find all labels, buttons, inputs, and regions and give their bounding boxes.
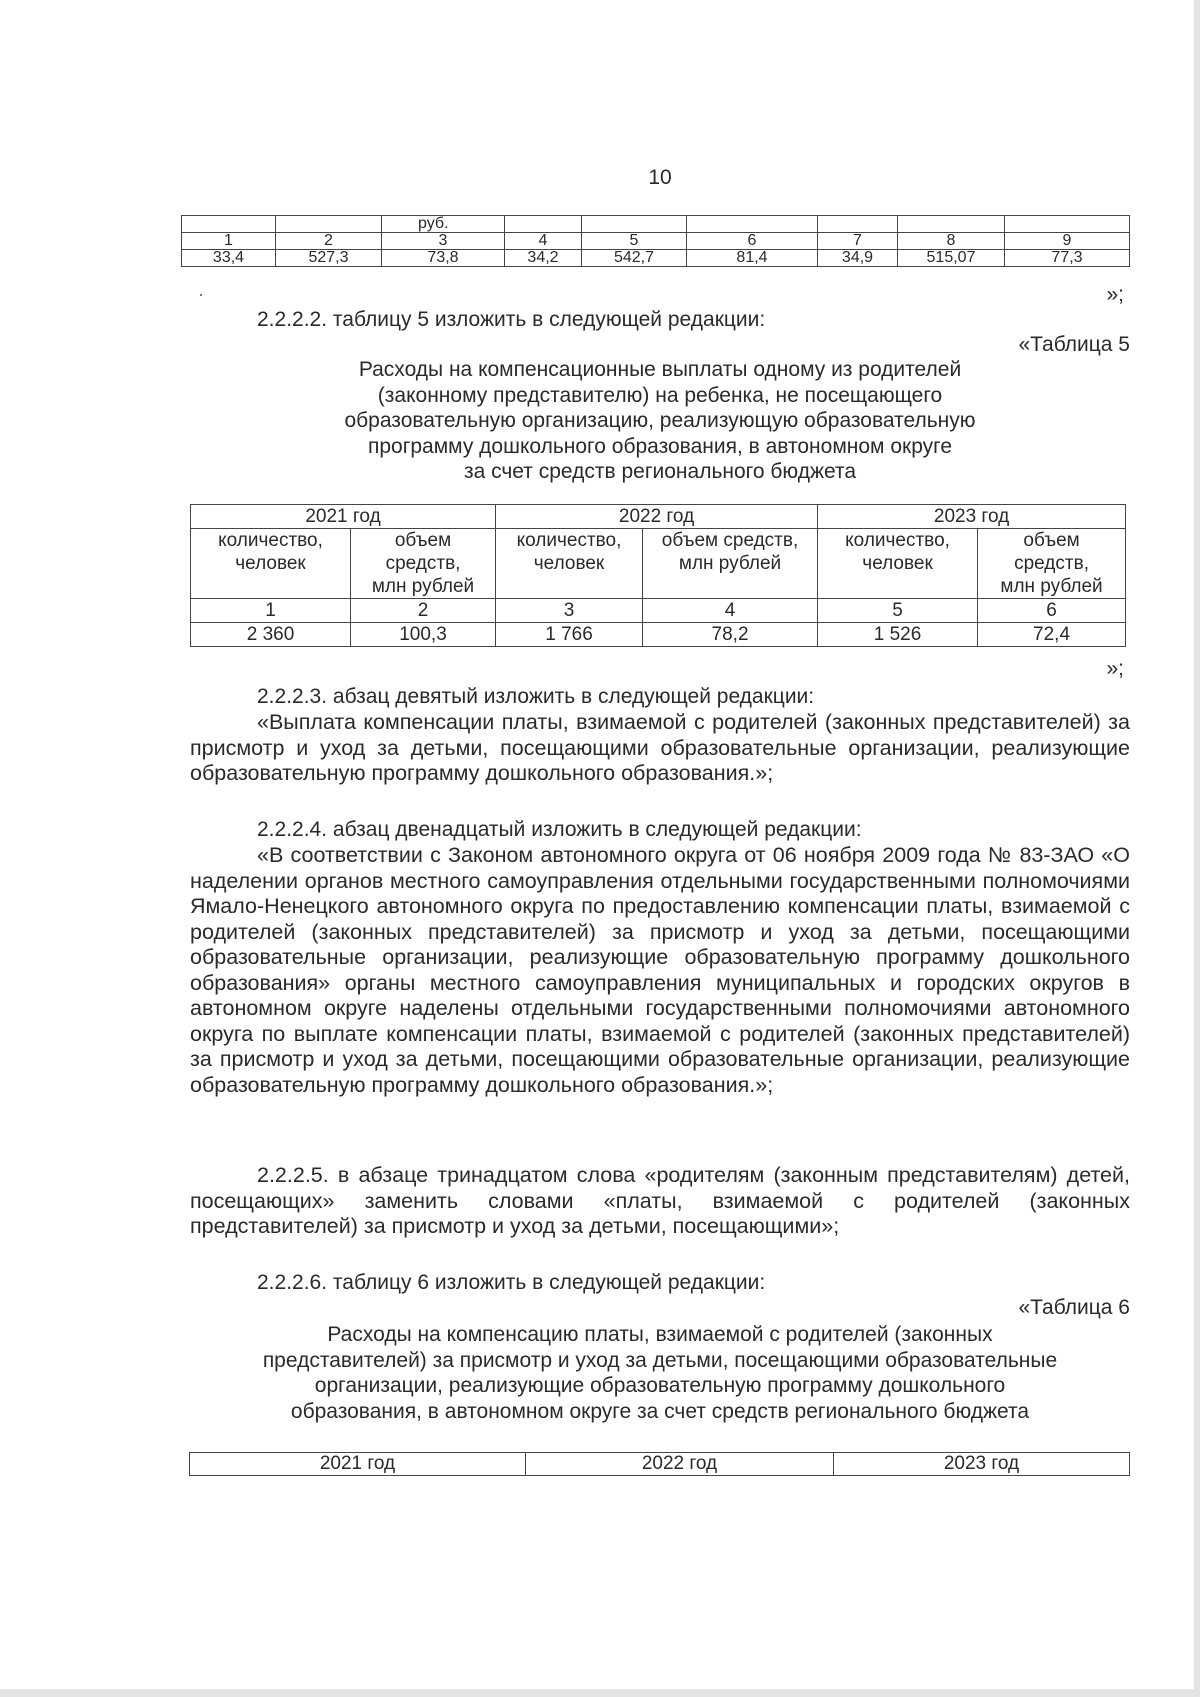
table-cell: 9	[1005, 233, 1130, 250]
table-cell: 3	[382, 233, 505, 250]
table-cell: 7	[818, 233, 898, 250]
table-cell: 1 766	[496, 623, 643, 647]
table-cell: 527,3	[276, 250, 382, 267]
table6-label: «Таблица 6	[1018, 1296, 1130, 1319]
table-cell: 6	[687, 233, 818, 250]
table-cell: 1	[191, 599, 351, 623]
table6-title	[150, 1322, 1170, 1424]
table-row	[182, 250, 1130, 267]
column-header: объем средств, млн рублей	[978, 529, 1126, 599]
item-2-2-2-2: 2.2.2.2. таблицу 5 изложить в следующей редакции:	[257, 308, 766, 331]
table-cell: 2 360	[191, 623, 351, 647]
table-cell: 3	[496, 599, 643, 623]
scan-speck	[200, 294, 202, 296]
table-cell: 33,4	[182, 250, 276, 267]
table-cell: 5	[818, 599, 978, 623]
table-cell: 100,3	[351, 623, 496, 647]
column-header: объем средств, млн рублей	[643, 529, 818, 599]
table-cell: 4	[505, 233, 582, 250]
table-cell: 81,4	[687, 250, 818, 267]
table-cell	[818, 216, 898, 233]
paragraph-2-2-2-3: «Выплата компенсации платы, взимаемой с родителей (законных представителей) за присмотр и уход за детьми, посещающими образовательные организации, реализующие образовательную программу дошкольного образования.»;	[190, 710, 1130, 785]
title-line: организации, реализующие образовательную программу дошкольного	[314, 1374, 1006, 1397]
table-row	[191, 623, 1126, 647]
year-header: 2023 год	[834, 1453, 1130, 1476]
table-cell: 2	[276, 233, 382, 250]
table-cell: 2	[351, 599, 496, 623]
year-header: 2023 год	[818, 505, 1126, 529]
item-2-2-2-3: 2.2.2.3. абзац девятый изложить в следующей редакции:	[257, 685, 815, 708]
table-cell: 4	[643, 599, 818, 623]
column-header: количество, человек	[818, 529, 978, 599]
table5-title	[240, 357, 1080, 485]
table-cell	[505, 216, 582, 233]
table-cell: 5	[582, 233, 687, 250]
title-line: Расходы на компенсационные выплаты одному из родителей	[358, 358, 962, 381]
item-2-2-2-6: 2.2.2.6. таблицу 6 изложить в следующей редакции:	[257, 1271, 766, 1294]
column-header: количество, человек	[191, 529, 351, 599]
scan-edge-bottom	[0, 1689, 1200, 1697]
year-header: 2022 год	[526, 1453, 834, 1476]
scan-edge-right	[1194, 0, 1200, 1697]
title-line: образовательную организацию, реализующую образовательную	[344, 409, 976, 432]
year-header: 2021 год	[191, 505, 496, 529]
table-row	[191, 599, 1126, 623]
table-cell: руб.	[382, 216, 505, 233]
paragraph-2-2-2-5: 2.2.2.5. в абзаце тринадцатом слова «родителям (законным представителям) детей, посещающих» заменить словами «платы, взимаемой с родителей (законных представителей) за присмотр и уход за детьми, посещающими»;	[190, 1163, 1130, 1238]
paragraph-2-2-2-4: «В соответствии с Законом автономного округа от 06 ноября 2009 года № 83-ЗАО «О наделении органов местного самоуправления отдельными государственными полномочиями Ямало-Ненецкого автономного округа по предоставлению компенсации платы, взимаемой с родителей (законных представителей) за присмотр и уход за детьми, посещающими образовательные организации, реализующие образовательную программу дошкольного образования» органы местного самоуправления муниципальных и городских округов в автономном округе наделены отдельными государственными полномочиями автономного округа по выплате компенсации платы, взимаемой с родителей (законных представителей) за присмотр и уход за детьми, посещающими образовательные организации, реализующие образовательную программу дошкольного образования.»;	[190, 843, 1130, 1097]
column-header: количество, человек	[496, 529, 643, 599]
table-5	[190, 504, 1126, 647]
table-cell: 73,8	[382, 250, 505, 267]
title-line: программу дошкольного образования, в автономном округе	[367, 434, 953, 458]
table-cell: 515,07	[898, 250, 1005, 267]
table-cell: 77,3	[1005, 250, 1130, 267]
year-header: 2021 год	[190, 1453, 526, 1476]
table-cell	[1005, 216, 1130, 233]
table-cell	[582, 216, 687, 233]
table-cell: 34,9	[818, 250, 898, 267]
column-header: объем средств, млн рублей	[351, 529, 496, 599]
title-line: образования, в автономном округе за счет средств регионального бюджета	[290, 1399, 1030, 1423]
table-row	[190, 1453, 1130, 1476]
table-row	[191, 529, 1126, 599]
title-line: (законному представителю) на ребенка, не посещающего	[377, 383, 943, 407]
table-row	[182, 216, 1130, 233]
page-number: 10	[648, 166, 672, 189]
table-row	[182, 233, 1130, 250]
table-cell	[182, 216, 276, 233]
table-cell	[898, 216, 1005, 233]
table-cell: 6	[978, 599, 1126, 623]
table-cell: 78,2	[643, 623, 818, 647]
table-cell: 1	[182, 233, 276, 250]
item-2-2-2-4: 2.2.2.4. абзац двенадцатый изложить в следующей редакции:	[257, 818, 862, 841]
table5-label: «Таблица 5	[1018, 333, 1130, 356]
closing-quote: »;	[1106, 657, 1124, 680]
table-cell: 542,7	[582, 250, 687, 267]
table-cell: 8	[898, 233, 1005, 250]
title-line: за счет средств регионального бюджета	[463, 460, 857, 483]
continuation-table	[181, 215, 1130, 267]
table-cell: 34,2	[505, 250, 582, 267]
title-line: Расходы на компенсацию платы, взимаемой с родителей (законных	[327, 1323, 993, 1346]
table-cell: 72,4	[978, 623, 1126, 647]
table-cell: 1 526	[818, 623, 978, 647]
table-6	[189, 1452, 1130, 1476]
table-cell	[687, 216, 818, 233]
table-cell	[276, 216, 382, 233]
title-line: представителей) за присмотр и уход за детьми, посещающими образовательные	[262, 1348, 1058, 1372]
year-header: 2022 год	[496, 505, 818, 529]
table-row	[191, 505, 1126, 529]
closing-quote: »;	[1106, 283, 1124, 306]
